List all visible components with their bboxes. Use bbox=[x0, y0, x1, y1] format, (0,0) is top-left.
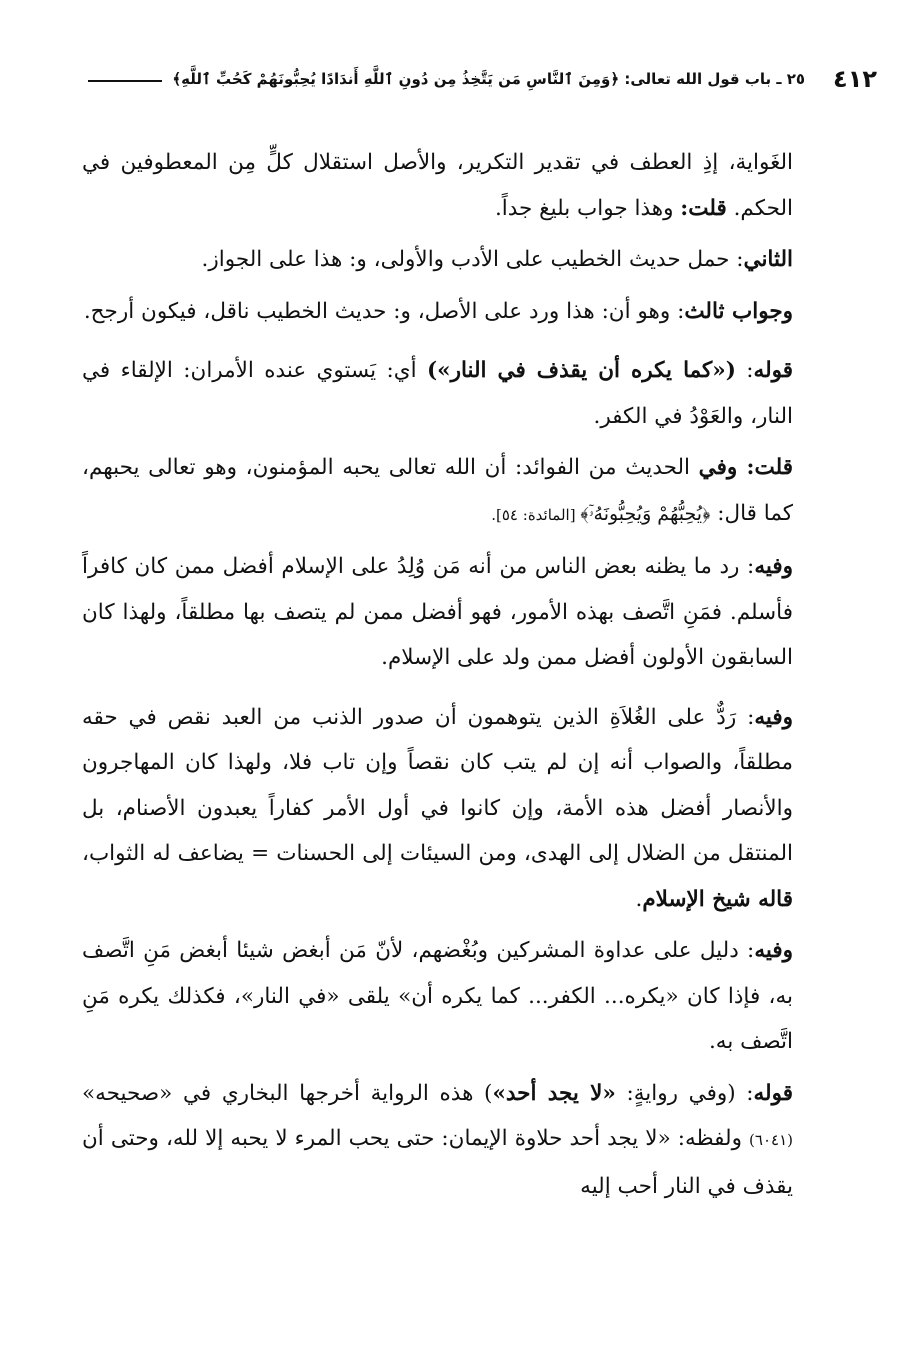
paragraph-text: وهذا جواب بليغ جداً. bbox=[494, 195, 681, 221]
paragraph-text: : دليل على عداوة المشركين وبُغْضهم، لأنّ مَن أبغض شيئا أبغض مَنِ اتَّصف به، فإذا كان «يكره... الكفر... كما يكره أن» يلقى «في النار»، فكذلك يكره مَنِ اتَّصف به. bbox=[82, 938, 793, 1054]
paragraph-text: ولفظه: «لا يجد أحد حلاوة الإيمان: حتى يحب المرء لا يحبه إلا لله، وحتى أن يقذف في النار أحب إليه bbox=[82, 1126, 793, 1199]
paragraph-4 bbox=[82, 348, 793, 439]
paragraph-8 bbox=[82, 928, 793, 1065]
verse-reference: [المائدة: ٥٤]. bbox=[491, 505, 581, 524]
header-rule bbox=[88, 80, 162, 82]
paragraph-1 bbox=[82, 140, 793, 231]
paragraph-text: : حمل حديث الخطيب على الأدب والأولى، و: هذا على الجواز. bbox=[201, 247, 744, 272]
paragraph-lead: قلت: bbox=[680, 195, 727, 221]
paragraph-text: ) هذه الرواية أخرجها البخاري في «صحيحه» bbox=[82, 1080, 493, 1106]
paragraph-text: الغَواية، إذِ العطف في تقدير التكرير، والأصل استقلال كلٍّ مِن المعطوفين في الحكم. bbox=[82, 150, 793, 221]
paragraph-lead: الثاني bbox=[743, 247, 793, 272]
paragraph-6 bbox=[82, 544, 793, 681]
paragraph-text: الحديث من الفوائد: أن الله تعالى يحبه المؤمنون، وهو تعالى يحبهم، كما قال: bbox=[82, 455, 793, 526]
paragraph-lead: وفيه bbox=[754, 938, 793, 963]
quoted-phrase: «لا يجد أحد» bbox=[492, 1080, 616, 1106]
paragraph-2 bbox=[82, 237, 793, 283]
hadith-number: (٦٠٤١) bbox=[749, 1131, 793, 1149]
paragraph-text: أي: يَستوي عنده الأمران: الإلقاء في النار، والعَوْدُ في الكفر. bbox=[82, 358, 793, 429]
quoted-phrase: («كما يكره أن يقذف في النار») bbox=[426, 358, 736, 383]
paragraph-text: : (وفي روايةٍ: bbox=[615, 1080, 754, 1106]
page-body bbox=[82, 140, 793, 1215]
paragraph-text: : وهو أن: هذا ورد على الأصل، و: حديث الخطيب ناقل، فيكون أرجح. bbox=[83, 298, 685, 324]
paragraph-5 bbox=[82, 445, 793, 538]
page-number: ٤١٢ bbox=[833, 65, 877, 93]
paragraph-lead: وفيه bbox=[754, 704, 793, 730]
paragraph-text: . bbox=[635, 886, 643, 912]
chapter-title: ٢٥ ـ باب قول الله تعالى: ﴿وَمِنَ ٱلنَّاسِ مَن يَتَّخِذُ مِن دُونِ ٱللَّهِ أَندَادًا يُحِبُّونَهُمْ كَحُبِّ ٱللَّهِ﴾ bbox=[172, 70, 806, 88]
paragraph-text: : رد ما يظنه بعض الناس من أنه مَن وُلِدُ على الإسلام أفضل ممن كان كافراً فأسلم. فمَنِ اتَّصف بهذه الأمور، فهو أفضل ممن لم يتصف بها مطلقاً، ولهذا كان السابقون الأولون أفضل ممن ولد على الإسلام. bbox=[82, 554, 793, 670]
page-header bbox=[88, 62, 877, 96]
paragraph-lead: قوله bbox=[753, 358, 794, 383]
paragraph-lead: وجواب ثالث bbox=[684, 298, 793, 324]
paragraph-lead: قلت: وفي bbox=[698, 455, 794, 480]
paragraph-lead: وفيه bbox=[754, 554, 793, 579]
paragraph-9 bbox=[82, 1071, 793, 1210]
paragraph-7 bbox=[82, 695, 793, 923]
quranic-verse: ﴿يُحِبُّهُمْ وَيُحِبُّونَهُۥٓ﴾ bbox=[580, 502, 711, 525]
paragraph-text: : bbox=[735, 358, 754, 383]
paragraph-text: : رَدٌّ على الغُلاَةِ الذين يتوهمون أن صدور الذنب من العبد نقص في حقه مطلقاً، والصواب أنه إن لم يتب كان نقصاً وإن تاب فلا، ولهذا كان المهاجرون والأنصار أفضل هذه الأمة، وإن كانوا في أول الأمر كفاراً يعبدون الأصنام، بل المنتقل من الضلال إلى الهدى، ومن السيئات إلى الحسنات = يضاعف له الثواب، bbox=[82, 704, 793, 866]
paragraph-3 bbox=[82, 289, 793, 335]
attribution: قاله شيخ الإسلام bbox=[642, 886, 793, 912]
paragraph-lead: قوله bbox=[753, 1080, 793, 1106]
